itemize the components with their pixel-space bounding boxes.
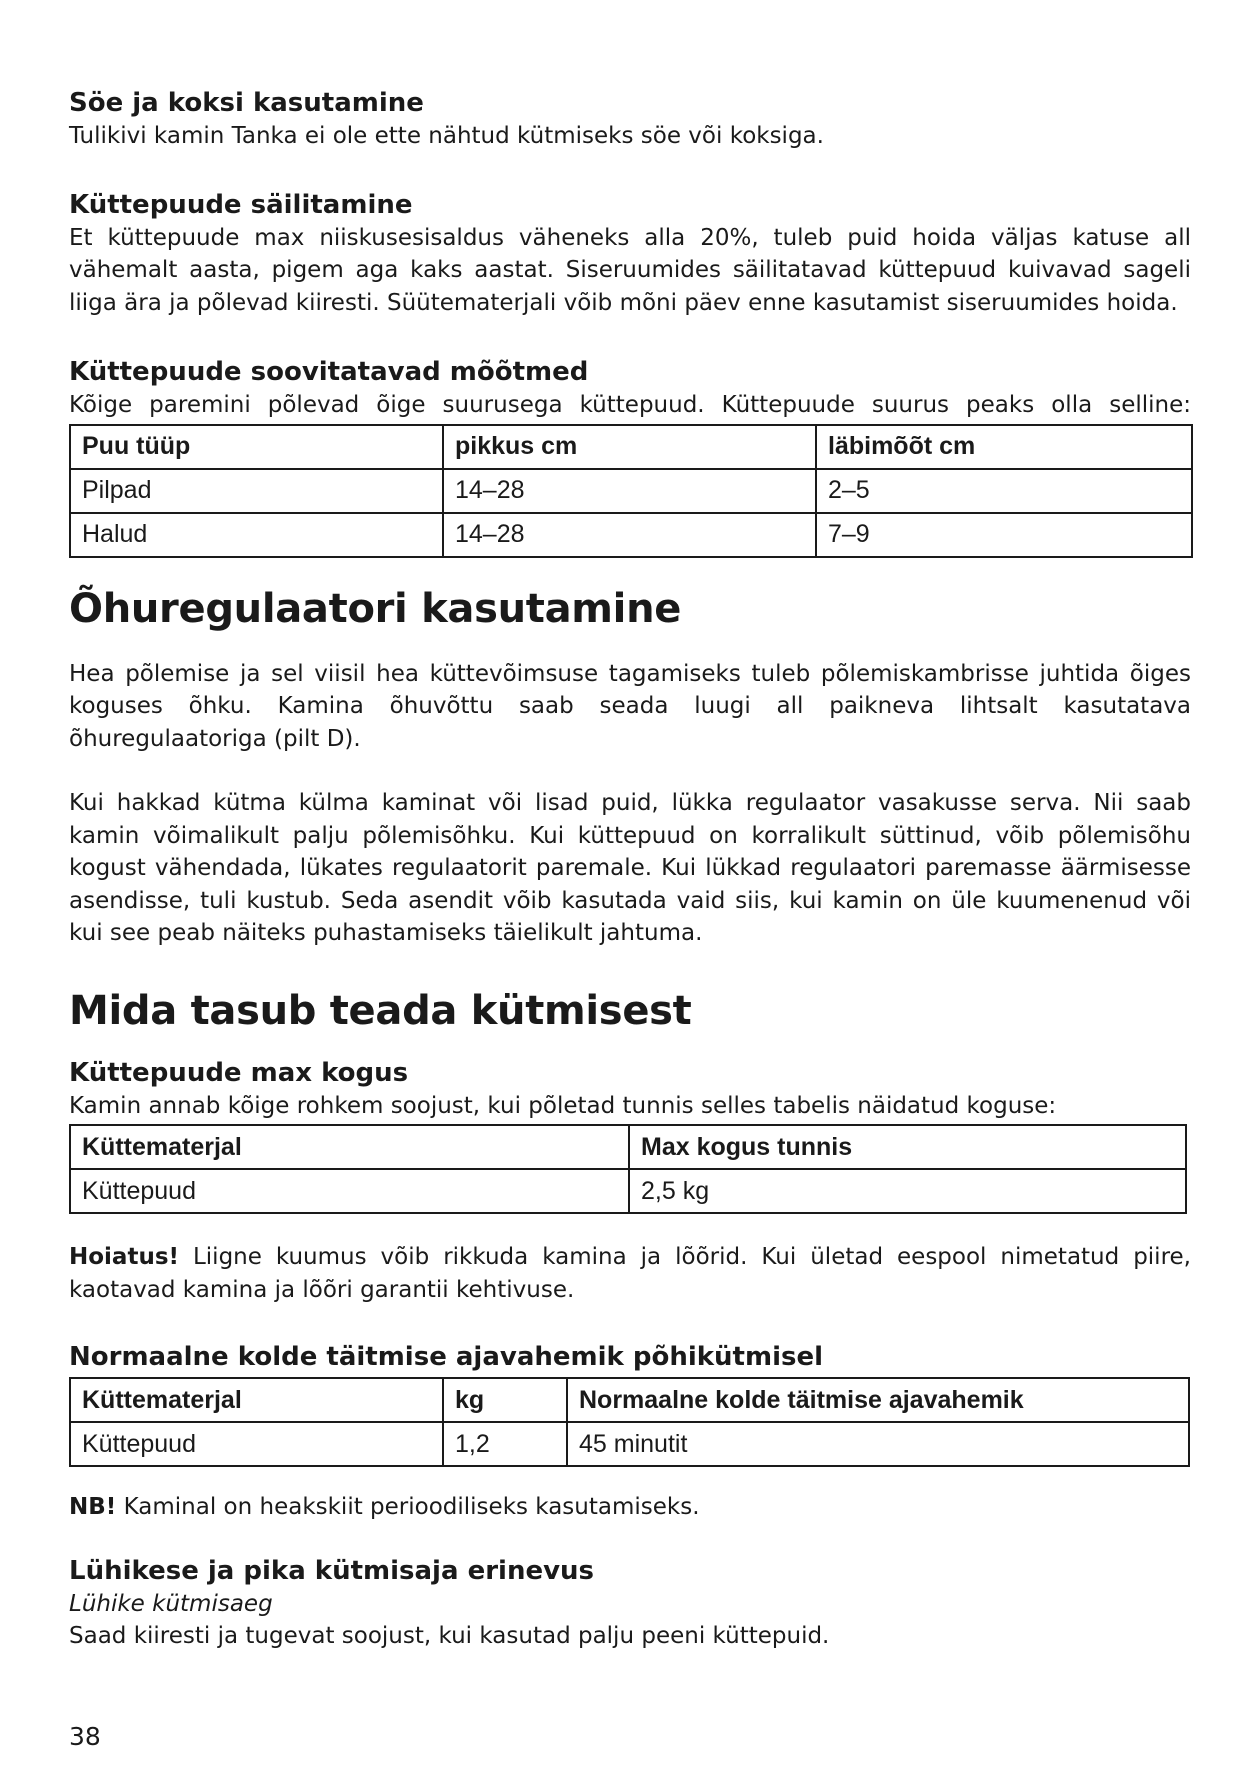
- table-cell: Küttepuud: [70, 1422, 443, 1466]
- note-paragraph: [69, 1491, 1191, 1524]
- subsection-heading-max-amount: Küttepuude max kogus: [69, 1057, 409, 1088]
- table-header-row: [70, 1125, 1186, 1169]
- table-row: [70, 469, 1192, 513]
- table-cell: Halud: [70, 513, 443, 557]
- paragraph-coal: Tulikivi kamin Tanka ei ole ette nähtud kütmiseks söe või koksiga.: [69, 123, 824, 149]
- table-header-cell: kg: [443, 1378, 567, 1422]
- table-cell: 1,2: [443, 1422, 567, 1466]
- warning-label: Hoiatus!: [69, 1244, 180, 1270]
- table-header-cell: Max kogus tunnis: [629, 1125, 1186, 1169]
- fill-interval-table: [69, 1377, 1190, 1467]
- section-heading-storage: Küttepuude säilitamine: [69, 189, 413, 220]
- warning-paragraph: [69, 1241, 1191, 1306]
- paragraph-duration: Saad kiiresti ja tugevat soojust, kui kasutad palju peeni küttepuid.: [69, 1623, 830, 1649]
- table-header-cell: läbimõõt cm: [816, 425, 1192, 469]
- table-cell: 7–9: [816, 513, 1192, 557]
- section-heading-coal: Söe ja koksi kasutamine: [69, 88, 424, 118]
- table-cell: 2,5 kg: [629, 1169, 1186, 1213]
- section-heading-dimensions: Küttepuude soovitatavad mõõtmed: [69, 357, 589, 387]
- table-header-row: [70, 425, 1192, 469]
- table-header-cell: pikkus cm: [443, 425, 816, 469]
- table-cell: Küttepuud: [70, 1169, 629, 1213]
- note-label: NB!: [69, 1494, 117, 1520]
- table-header-cell: Puu tüüp: [70, 425, 443, 469]
- table-cell: 2–5: [816, 469, 1192, 513]
- note-text: Kaminal on heakskiit perioodiliseks kasutamiseks.: [116, 1494, 700, 1520]
- table-cell: 14–28: [443, 513, 816, 557]
- table-header-cell: Küttematerjal: [70, 1378, 443, 1422]
- paragraph-max-amount: Kamin annab kõige rohkem soojust, kui põletad tunnis selles tabelis näidatud koguse:: [69, 1092, 1057, 1119]
- page-content: [69, 86, 1191, 1653]
- paragraph-dimensions: Kõige paremini põlevad õige suurusega küttepuud. Küttepuude suurus peaks olla selline:: [69, 392, 1191, 418]
- max-amount-table: [69, 1124, 1187, 1214]
- subsection-heading-fill-interval: Normaalne kolde täitmise ajavahemik põhikütmisel: [69, 1342, 824, 1372]
- table-cell: 45 minutit: [567, 1422, 1189, 1466]
- table-row: [70, 1169, 1186, 1213]
- section-heading-heating-info: Mida tasub teada kütmisest: [69, 987, 692, 1034]
- paragraph-air-regulator-2: Kui hakkad kütma külma kaminat või lisad puid, lükka regulaator vasakusse serva. Nii saab kamin võimalikult palju põlemisõhku. Kui küttepuud on korralikult süttinud, võib põlemisõhu kogust vähendada, lükates regulaatorit paremale. Kui lükkad regulaatori paremasse äärmisesse asendisse, tuli kustub. Seda asendit võib kasutada vaid siis, kui kamin on üle kuumenenud või kui see peab näiteks puhastamiseks täielikult jahtuma.: [69, 790, 1191, 946]
- italic-subheading: [69, 1588, 1191, 1621]
- italic-text: Lühike kütmisaeg: [69, 1590, 273, 1617]
- paragraph-storage: Et küttepuude max niiskusesisaldus väheneks alla 20%, tuleb puid hoida väljas katuse all vähemalt aasta, pigem aga kaks aastat. Siseruumides säilitatavad küttepuud kuivavad sageli liiga ära ja põlevad kiiresti. Süütematerjali võib mõni päev enne kasutamist siseruumides hoida.: [69, 224, 1191, 316]
- table-cell: 14–28: [443, 469, 816, 513]
- table-row: [70, 1422, 1189, 1466]
- paragraph-air-regulator-1: Hea põlemise ja sel viisil hea küttevõimsuse tagamiseks tuleb põlemiskambrisse juhtida õiges koguses õhku. Kamina õhuvõttu saab seada luugi all paikneva lihtsalt kasutatava õhuregulaatoriga (pilt D).: [69, 660, 1191, 752]
- page-number: 38: [69, 1722, 101, 1751]
- dimensions-table: [69, 424, 1193, 558]
- table-row: [70, 513, 1192, 557]
- table-header-row: [70, 1378, 1189, 1422]
- warning-text: Liigne kuumus võib rikkuda kamina ja lõõrid. Kui ületad eespool nimetatud piire, kaotavad kamina ja lõõri garantii kehtivuse.: [69, 1244, 1191, 1303]
- table-header-cell: Normaalne kolde täitmise ajavahemik: [567, 1378, 1189, 1422]
- table-cell: Pilpad: [70, 469, 443, 513]
- section-heading-air-regulator: Õhuregulaatori kasutamine: [69, 585, 682, 632]
- subsection-heading-duration: Lühikese ja pika kütmisaja erinevus: [69, 1555, 595, 1586]
- table-header-cell: Küttematerjal: [70, 1125, 629, 1169]
